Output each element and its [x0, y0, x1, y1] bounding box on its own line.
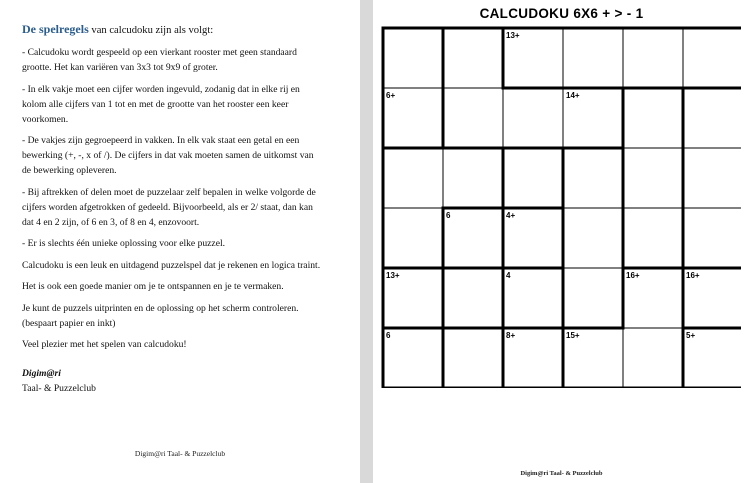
- rule-paragraph: - Calcudoku wordt gespeeld op een vierkant rooster met geen standaard grootte. Het kan variëren van 3x3 tot 9x9 of groter.: [22, 47, 297, 73]
- rule-paragraph: Het is ook een goede manier om je te ontspannen en je te vermaken.: [22, 281, 284, 292]
- rules-intro: [22, 22, 322, 38]
- cage-clue: 4+: [506, 211, 516, 220]
- puzzle-title: CALCUDOKU 6X6 + > - 1: [479, 6, 644, 21]
- rules-page: [0, 0, 360, 483]
- cage-clue: 6: [386, 331, 391, 340]
- calcudoku-grid: [381, 26, 741, 388]
- cage-clue: 16+: [686, 271, 700, 280]
- cage-clue: 14+: [566, 91, 580, 100]
- cage-clue: 13+: [386, 271, 400, 280]
- cage-clue: 16+: [626, 271, 640, 280]
- rules-text: [22, 22, 322, 403]
- rule-paragraph: - Er is slechts één unieke oplossing voor elke puzzel.: [22, 238, 226, 249]
- signature-club: Taal- & Puzzelclub: [22, 383, 96, 394]
- rules-heading: De spelregels: [22, 22, 89, 36]
- rule-paragraph: - Bij aftrekken of delen moet de puzzelaar zelf bepalen in welke volgorde de cijfers worden afgetrokken of gedeeld. Bijvoorbeeld, als er 2/ staat, dan kan dat 4 en 2 zijn, of 6 en 3, of 8 en 4, enzovoort.: [22, 186, 316, 228]
- signature-name: Digim@ri: [22, 368, 61, 379]
- cage-clue: 5+: [686, 331, 696, 340]
- rule-paragraph: Calcudoku is een leuk en uitdagend puzzelspel dat je rekenen en logica traint.: [22, 259, 321, 271]
- cage-clue: 13+: [506, 31, 520, 40]
- cage-clue: 6+: [386, 91, 396, 100]
- cage-clue: 6: [446, 211, 451, 220]
- rules-heading-rest: van calcudoku zijn als volgt:: [88, 25, 214, 36]
- rule-paragraph: Je kunt de puzzels uitprinten en de oplossing op het scherm controleren.(bespaart papier en inkt): [22, 302, 299, 329]
- puzzle-page: [373, 0, 750, 483]
- footer-right: Digim@ri Taal- & Puzzelclub: [520, 470, 603, 477]
- cage-clue: 15+: [566, 331, 580, 340]
- rule-paragraph: - In elk vakje moet een cijfer worden ingevuld, zodanig dat in elke rij en kolom alle cijfers van 1 tot en met de grootte van het rooster een keer voorkomen.: [22, 83, 300, 125]
- rule-paragraph: - De vakjes zijn gegroepeerd in vakken. In elk vak staat een getal en een bewerking (+, -, x of /). De cijfers in dat vak moeten samen de uitkomst van de bewerking opleveren.: [22, 135, 314, 176]
- footer-left: Digim@ri Taal- & Puzzelclub: [134, 449, 226, 458]
- cage-clue: 4: [506, 271, 511, 280]
- cage-clue: 8+: [506, 331, 516, 340]
- rule-paragraph: Veel plezier met het spelen van calcudoku!: [22, 339, 187, 350]
